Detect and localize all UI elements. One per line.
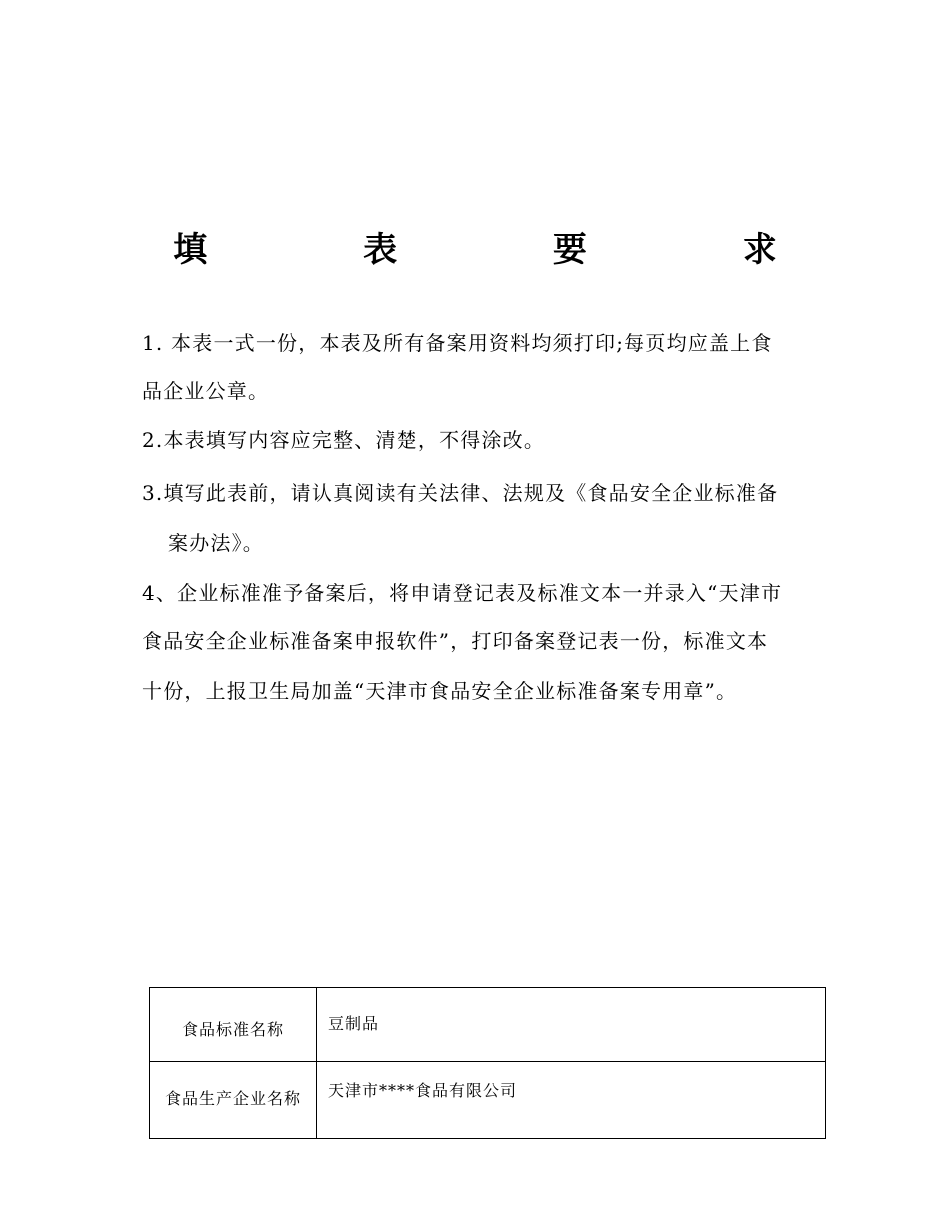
requirement-line-3: 3.填写此表前，请认真阅读有关法律、法规及《食品安全企业标准备 bbox=[142, 481, 779, 505]
requirement-line-4-cont-2: 十份，上报卫生局加盖“天津市食品安全企业标准备案专用章”。 bbox=[142, 679, 738, 703]
manufacturer-name-label: 食品生产企业名称 bbox=[150, 1062, 317, 1139]
food-standard-name-value: 豆制品 bbox=[317, 988, 826, 1062]
page-title: 填 表 要 求 bbox=[173, 230, 849, 270]
requirement-line-1-cont: 品企业公章。 bbox=[142, 379, 270, 403]
manufacturer-name-value: 天津市****食品有限公司 bbox=[317, 1062, 826, 1139]
requirement-line-1: 1. 本表一式一份，本表及所有备案用资料均须打印;每页均应盖上食 bbox=[142, 331, 773, 355]
requirement-line-2: 2.本表填写内容应完整、清楚，不得涂改。 bbox=[142, 428, 546, 452]
food-standard-name-label: 食品标准名称 bbox=[150, 988, 317, 1062]
table-row bbox=[150, 988, 826, 1062]
requirement-line-3-cont: 案办法》。 bbox=[168, 531, 264, 555]
info-table bbox=[149, 987, 826, 1139]
table-row bbox=[150, 1062, 826, 1139]
requirement-line-4: 4、企业标准准予备案后，将申请登记表及标准文本一并录入“天津市 bbox=[142, 581, 783, 605]
requirement-line-4-cont-1: 食品安全企业标准备案申报软件”，打印备案登记表一份，标准文本 bbox=[142, 629, 769, 653]
